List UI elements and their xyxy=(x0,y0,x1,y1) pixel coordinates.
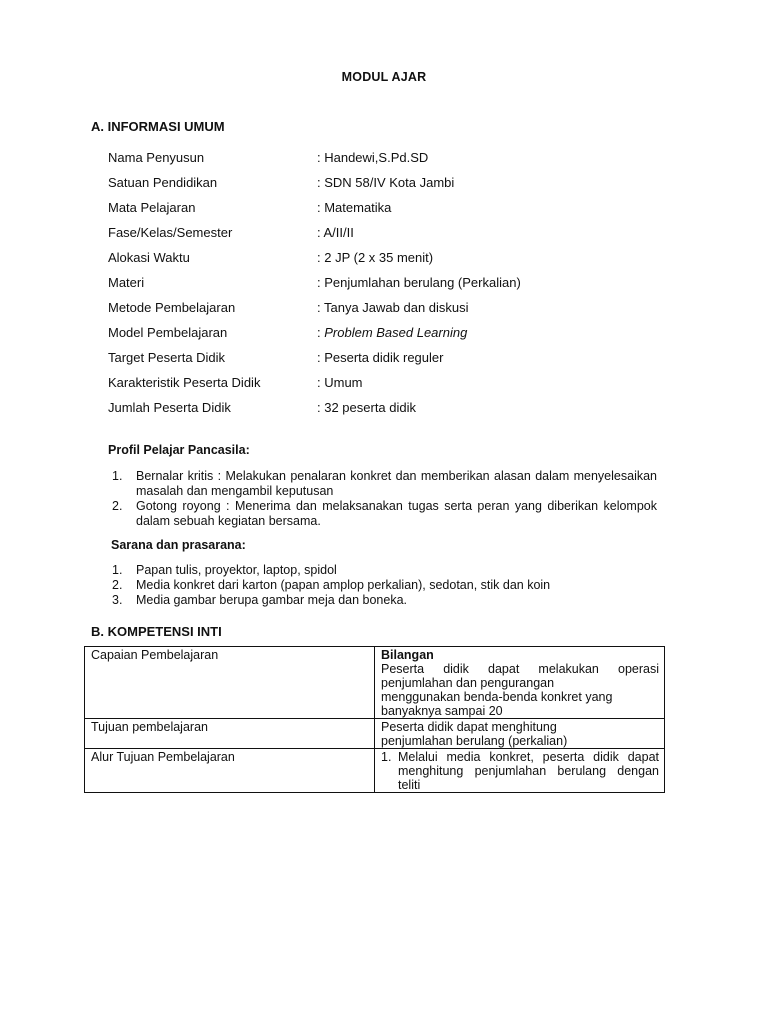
info-value: : A/II/II xyxy=(317,225,354,240)
cell-heading: Bilangan xyxy=(381,648,434,662)
table-row xyxy=(85,719,665,749)
info-row-phase xyxy=(108,220,668,245)
list-item-number: 2. xyxy=(112,499,123,513)
list-item xyxy=(112,563,657,578)
list-item-number: 1. xyxy=(112,563,123,577)
info-label: Satuan Pendidikan xyxy=(108,175,218,190)
info-value: : Tanya Jawab dan diskusi xyxy=(317,300,469,315)
info-label: Alokasi Waktu xyxy=(108,250,190,265)
info-label: Nama Penyusun xyxy=(108,150,205,165)
document-title: MODUL AJAR xyxy=(341,70,427,84)
info-row-model xyxy=(108,320,668,345)
info-row-school xyxy=(108,170,668,195)
list-item-number: 2. xyxy=(112,578,123,592)
info-value: : SDN 58/IV Kota Jambi xyxy=(317,175,455,190)
info-value: : 2 JP (2 x 35 menit) xyxy=(317,250,434,265)
info-value xyxy=(317,325,668,340)
info-label: Target Peserta Didik xyxy=(108,350,226,365)
list-item-text: Melalui media konkret, peserta didik dapat menghitung penjumlahan berulang dengan teliti xyxy=(398,750,659,792)
table-row xyxy=(85,647,665,719)
info-row-characteristics xyxy=(108,370,668,395)
info-label: Karakteristik Peserta Didik xyxy=(108,375,261,390)
info-label: Model Pembelajaran xyxy=(108,325,228,340)
info-label: Jumlah Peserta Didik xyxy=(108,400,231,415)
info-row-target xyxy=(108,345,668,370)
info-value: : Handewi,S.Pd.SD xyxy=(317,150,429,165)
info-label: Fase/Kelas/Semester xyxy=(108,225,233,240)
list-item xyxy=(381,750,659,792)
info-row-count xyxy=(108,395,668,420)
list-item-number: 3. xyxy=(112,593,123,607)
general-info-list xyxy=(108,145,668,420)
list-item-text: Bernalar kritis : Melakukan penalaran konkret dan memberikan alasan dalam menyelesaikan masalah dan mengambil keputusan xyxy=(136,469,657,498)
table-cell-label: Tujuan pembelajaran xyxy=(85,719,375,749)
info-row-subject xyxy=(108,195,668,220)
info-row-material xyxy=(108,270,668,295)
profil-heading: Profil Pelajar Pancasila: xyxy=(108,443,250,457)
list-item-text: Papan tulis, proyektor, laptop, spidol xyxy=(136,563,337,577)
info-value: : Matematika xyxy=(317,200,392,215)
list-item xyxy=(112,578,657,593)
list-item-text: Media gambar berupa gambar meja dan boneka. xyxy=(136,593,408,607)
info-label: Metode Pembelajaran xyxy=(108,300,236,315)
info-value-prefix: : xyxy=(317,325,325,340)
table-cell-value xyxy=(375,647,665,719)
list-item-text: Media konkret dari karton (papan amplop perkalian), sedotan, stik dan koin xyxy=(136,578,551,592)
info-row-time xyxy=(108,245,668,270)
info-label: Mata Pelajaran xyxy=(108,200,196,215)
info-value: : Penjumlahan berulang (Perkalian) xyxy=(317,275,521,290)
sarana-heading: Sarana dan prasarana: xyxy=(111,538,246,552)
list-item xyxy=(112,593,657,608)
list-item xyxy=(112,469,657,499)
info-value: : 32 peserta didik xyxy=(317,400,417,415)
info-row-method xyxy=(108,295,668,320)
competency-table xyxy=(84,646,665,793)
info-value-italic: Problem Based Learning xyxy=(324,325,468,340)
list-item-number: 1. xyxy=(381,750,392,764)
table-row xyxy=(85,749,665,793)
cell-text: Peserta didik dapat melakukan operasi penjumlahan dan pengurangan menggunakan benda-benda konkret yang banyaknya sampai 20 xyxy=(381,662,659,718)
info-row-author xyxy=(108,145,668,170)
info-value: : Umum xyxy=(317,375,363,390)
section-a-heading: A. INFORMASI UMUM xyxy=(91,119,225,134)
table-cell-value: Peserta didik dapat menghitung penjumlahan berulang (perkalian) xyxy=(375,719,665,749)
list-item-number: 1. xyxy=(112,469,123,483)
table-cell-label: Alur Tujuan Pembelajaran xyxy=(85,749,375,793)
table-cell-value xyxy=(375,749,665,793)
info-value: : Peserta didik reguler xyxy=(317,350,444,365)
section-b-heading: B. KOMPETENSI INTI xyxy=(91,624,222,639)
sarana-list xyxy=(112,563,657,608)
list-item-text: Gotong royong : Menerima dan melaksanakan tugas serta peran yang diberikan kelompok dalam sebuah kegiatan bersama. xyxy=(136,499,657,528)
info-label: Materi xyxy=(108,275,145,290)
list-item xyxy=(112,499,657,529)
table-cell-label: Capaian Pembelajaran xyxy=(85,647,375,719)
profil-list xyxy=(112,469,657,529)
